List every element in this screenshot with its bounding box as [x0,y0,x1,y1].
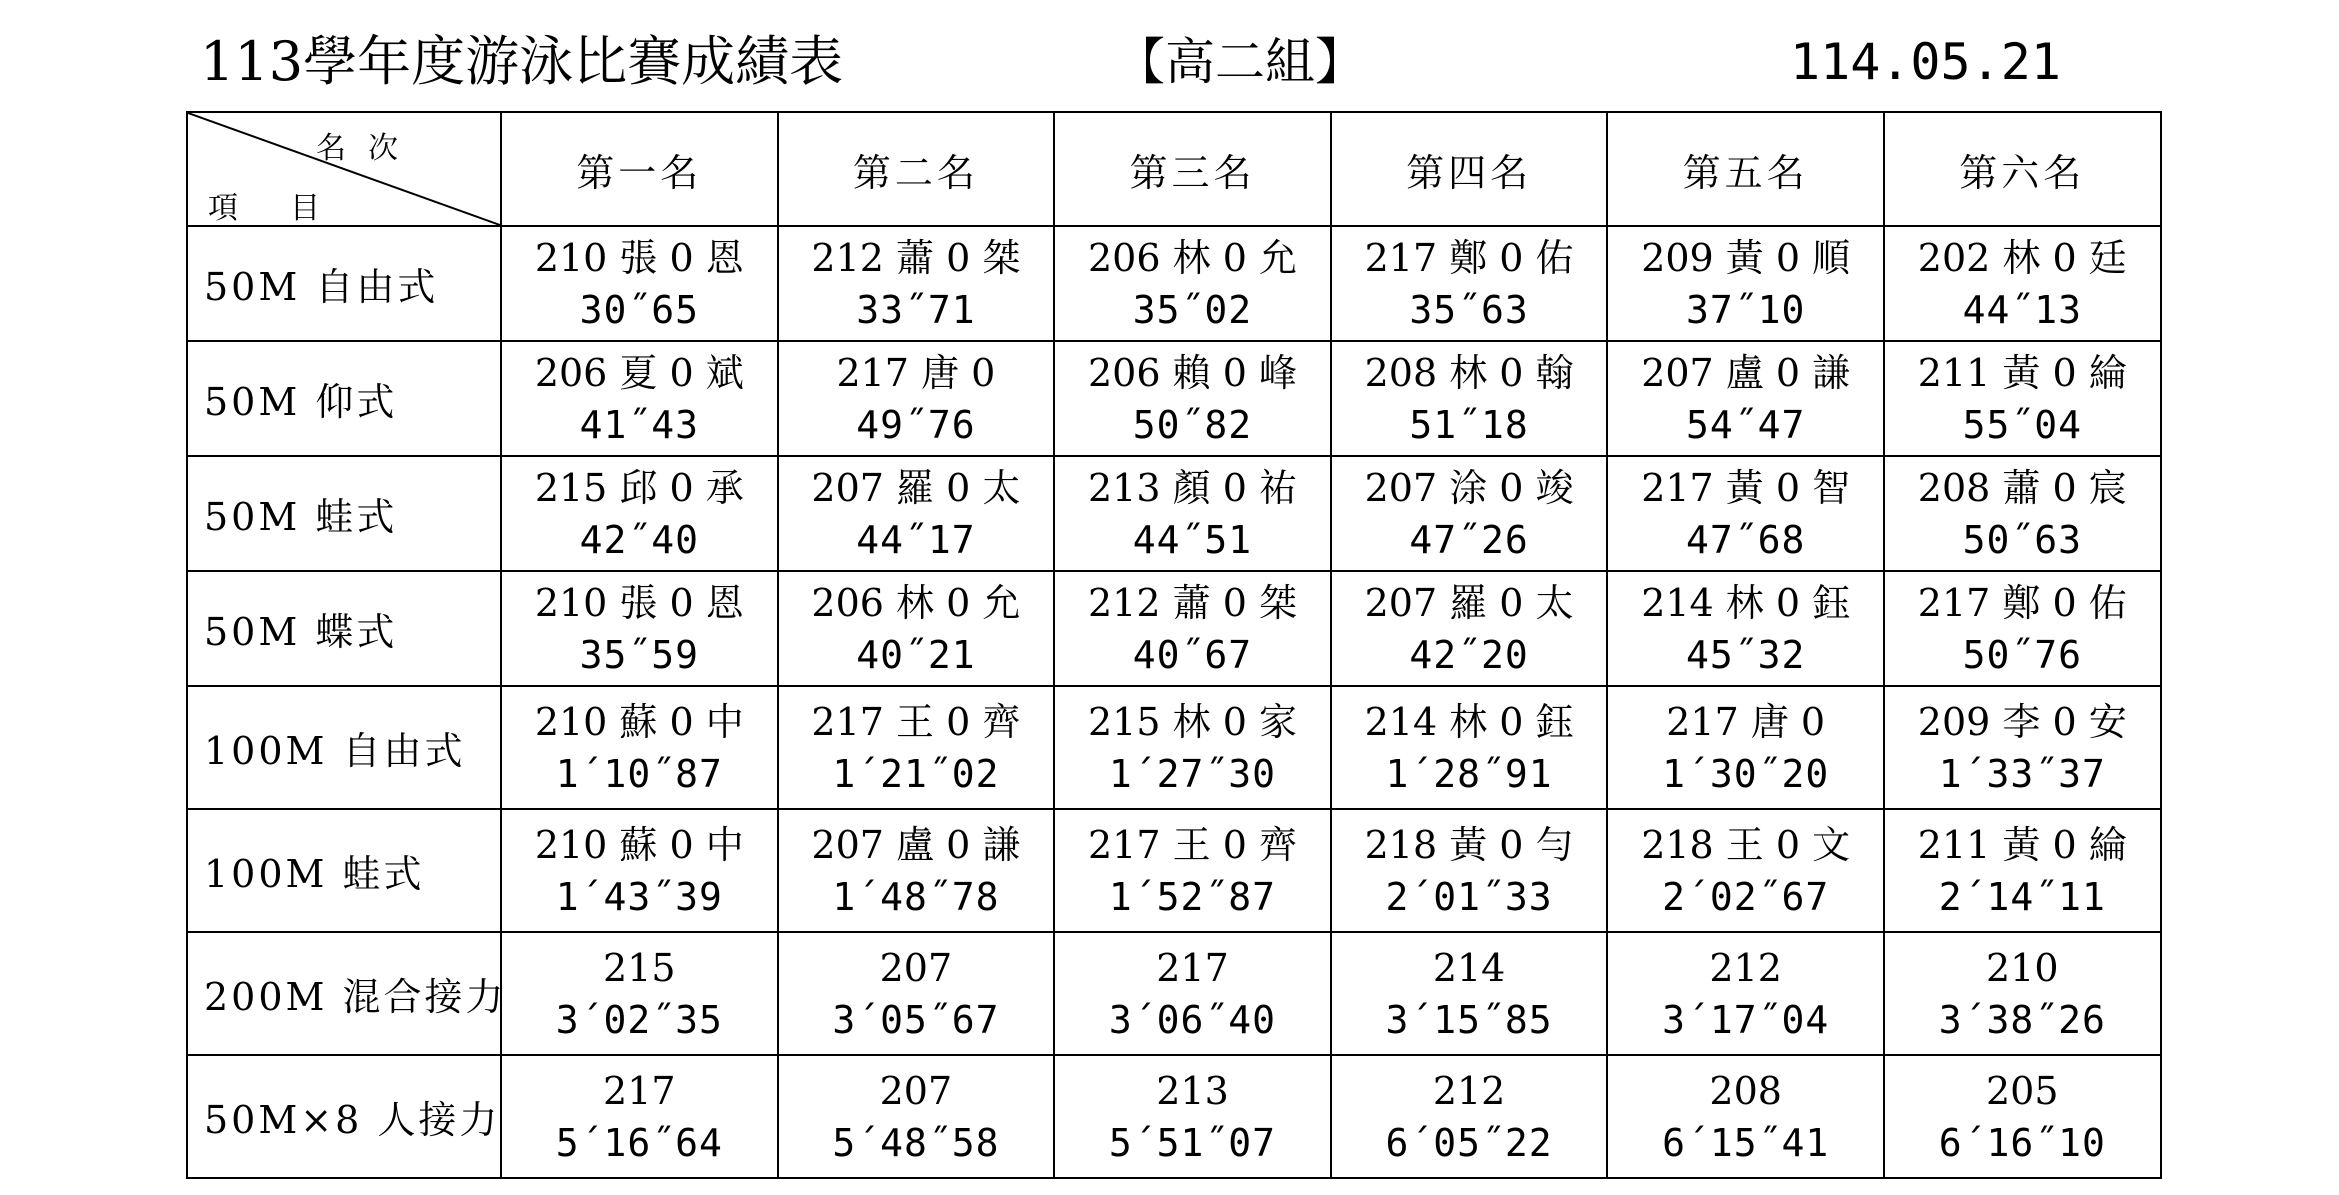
result-cell [778,571,1055,686]
entrant-label: 208 [1709,1068,1782,1113]
result-cell [1607,1055,1884,1178]
entrant-label: 212 蕭 0 桀 [811,235,1021,280]
result-cell [1331,932,1608,1055]
place-header: 第一名 [501,112,778,226]
result-row [187,809,2161,932]
result-cell [1331,1055,1608,1178]
result-time: 40˝67 [1132,632,1253,677]
result-time: 3΄38˝26 [1938,997,2106,1042]
entrant-label: 212 [1432,1068,1506,1113]
entrant-label: 207 盧 0 謙 [1641,350,1851,395]
entrant-label: 217 唐 0 [1666,699,1826,744]
result-time: 51˝18 [1409,402,1529,447]
result-cell [1607,809,1884,932]
place-header: 第三名 [1054,112,1331,226]
place-header: 第二名 [778,112,1055,226]
entrant-label: 210 [1986,945,2059,990]
result-time: 1΄21˝02 [832,751,1000,796]
result-time: 1΄33˝37 [1938,751,2106,796]
document-title: 113學年度游泳比賽成績表 [200,30,844,93]
result-cell [1054,341,1331,456]
result-row [187,686,2161,809]
result-cell [1054,226,1331,341]
result-cell [1884,809,2161,932]
entrant-label: 207 羅 0 太 [811,465,1021,510]
result-time: 42˝20 [1409,632,1529,677]
entrant-label: 214 林 0 鈺 [1364,699,1574,744]
result-row [187,932,2161,1055]
result-cell [778,456,1055,571]
result-time: 1΄27˝30 [1108,751,1277,796]
result-cell [1331,571,1608,686]
result-cell [501,341,778,456]
event-name-cell: 50M 自由式 [187,226,501,341]
result-time: 5΄48˝58 [832,1120,1000,1165]
result-cell [1884,932,2161,1055]
entrant-label: 217 [1156,945,1229,990]
result-cell [501,1055,778,1178]
result-time: 5΄51˝07 [1108,1120,1277,1165]
event-name-cell: 50M 蛙式 [187,456,501,571]
entrant-label: 207 [879,1068,953,1113]
result-time: 3΄17˝04 [1662,997,1830,1042]
entrant-label: 215 [603,945,676,990]
result-time: 41˝43 [579,402,699,447]
results-table [186,111,2162,1179]
place-header: 第四名 [1331,112,1608,226]
entrant-label: 206 賴 0 峰 [1088,350,1297,395]
entrant-label: 206 林 0 允 [811,580,1021,625]
result-cell [1607,341,1884,456]
result-time: 3΄15˝85 [1385,997,1553,1042]
result-cell [1607,686,1884,809]
result-row [187,571,2161,686]
result-cell [778,932,1055,1055]
result-time: 54˝47 [1685,402,1806,447]
result-cell [1054,456,1331,571]
entrant-label: 205 [1986,1068,2059,1113]
result-time: 47˝26 [1409,517,1529,562]
result-time: 6΄16˝10 [1938,1120,2106,1165]
result-time: 1΄48˝78 [832,874,1000,919]
corner-header-cell [187,112,501,226]
entrant-label: 207 羅 0 太 [1364,580,1574,625]
event-name-cell: 100M 自由式 [187,686,501,809]
result-cell [501,686,778,809]
entrant-label: 218 黃 0 勻 [1364,822,1574,867]
entrant-label: 217 唐 0 [836,350,996,395]
result-time: 2΄02˝67 [1662,874,1830,919]
result-row [187,456,2161,571]
result-time: 42˝40 [579,517,699,562]
place-header: 第六名 [1884,112,2161,226]
result-cell [1884,456,2161,571]
entrant-label: 210 張 0 恩 [534,580,744,625]
entrant-label: 210 蘇 0 中 [534,699,744,744]
result-time: 6΄15˝41 [1662,1120,1830,1165]
result-time: 55˝04 [1962,402,2082,447]
result-cell [1884,1055,2161,1178]
result-time: 50˝63 [1962,517,2082,562]
result-cell [1884,226,2161,341]
result-time: 50˝82 [1132,402,1253,447]
result-cell [1331,686,1608,809]
entrant-label: 202 林 0 廷 [1917,235,2127,280]
result-cell [1054,686,1331,809]
result-time: 5΄16˝64 [555,1120,723,1165]
event-name-cell: 50M×8 人接力 [187,1055,501,1178]
result-row [187,341,2161,456]
result-cell [1331,341,1608,456]
result-time: 47˝68 [1685,517,1806,562]
entrant-label: 206 林 0 允 [1088,235,1297,280]
entrant-label: 209 李 0 安 [1917,699,2127,744]
entrant-label: 217 王 0 齊 [811,699,1021,744]
result-time: 3΄02˝35 [555,997,723,1042]
entrant-label: 211 黃 0 綸 [1917,350,2127,395]
result-cell [1331,456,1608,571]
result-cell [1331,226,1608,341]
result-time: 3΄05˝67 [832,997,1000,1042]
result-time: 2΄01˝33 [1385,874,1553,919]
result-time: 37˝10 [1685,287,1806,332]
result-time: 35˝02 [1132,287,1253,332]
event-name-cell: 200M 混合接力 [187,932,501,1055]
result-time: 33˝71 [856,287,976,332]
entrant-label: 213 顏 0 祐 [1088,465,1297,510]
result-cell [501,809,778,932]
result-time: 1΄10˝87 [555,751,723,796]
result-cell [1331,809,1608,932]
header-row [187,112,2161,226]
document-header [0,20,2339,100]
result-cell [1884,571,2161,686]
entrant-label: 208 林 0 翰 [1364,350,1574,395]
entrant-label: 210 張 0 恩 [534,235,744,280]
entrant-label: 217 王 0 齊 [1088,822,1297,867]
result-cell [778,1055,1055,1178]
entrant-label: 217 [603,1068,676,1113]
entrant-label: 207 [879,945,953,990]
result-cell [1884,686,2161,809]
result-time: 1΄30˝20 [1662,751,1830,796]
entrant-label: 209 黃 0 順 [1641,235,1851,280]
document-date: 114.05.21 [1790,33,2061,91]
result-cell [1607,932,1884,1055]
result-time: 35˝63 [1409,287,1529,332]
entrant-label: 218 王 0 文 [1641,822,1851,867]
entrant-label: 217 黃 0 智 [1641,465,1851,510]
entrant-label: 211 黃 0 綸 [1917,822,2127,867]
result-time: 1΄28˝91 [1385,751,1553,796]
result-time: 40˝21 [856,632,976,677]
result-time: 44˝13 [1962,287,2082,332]
result-cell [501,226,778,341]
result-time: 1΄43˝39 [555,874,723,919]
corner-event-label: 項目 [208,191,372,226]
result-time: 50˝76 [1962,632,2082,677]
result-cell [1054,1055,1331,1178]
entrant-label: 214 [1432,945,1506,990]
entrant-label: 214 林 0 鈺 [1641,580,1851,625]
result-cell [778,809,1055,932]
entrant-label: 217 鄭 0 佑 [1917,580,2127,625]
result-cell [1884,341,2161,456]
result-time: 2΄14˝11 [1938,874,2106,919]
entrant-label: 212 [1709,945,1782,990]
result-cell [1054,932,1331,1055]
corner-rank-label: 名次 [316,131,420,166]
result-cell [1607,456,1884,571]
result-time: 49˝76 [856,402,976,447]
entrant-label: 215 邱 0 承 [534,465,744,510]
result-cell [1054,571,1331,686]
result-time: 44˝17 [856,517,976,562]
place-header: 第五名 [1607,112,1884,226]
result-cell [1607,571,1884,686]
entrant-label: 207 涂 0 竣 [1364,465,1574,510]
result-row [187,226,2161,341]
entrant-label: 212 蕭 0 桀 [1088,580,1297,625]
result-time: 30˝65 [579,287,699,332]
entrant-label: 215 林 0 家 [1088,699,1297,744]
result-cell [1607,226,1884,341]
result-time: 45˝32 [1685,632,1806,677]
result-cell [501,932,778,1055]
entrant-label: 210 蘇 0 中 [534,822,744,867]
entrant-label: 206 夏 0 斌 [534,350,744,395]
event-name-cell: 50M 蝶式 [187,571,501,686]
entrant-label: 217 鄭 0 佑 [1364,235,1574,280]
event-name-cell: 50M 仰式 [187,341,501,456]
result-cell [778,686,1055,809]
result-time: 6΄05˝22 [1385,1120,1553,1165]
entrant-label: 208 蕭 0 宸 [1917,465,2127,510]
result-cell [778,226,1055,341]
result-row [187,1055,2161,1178]
result-time: 3΄06˝40 [1108,997,1277,1042]
result-cell [501,571,778,686]
result-time: 1΄52˝87 [1108,874,1277,919]
result-cell [501,456,778,571]
entrant-label: 207 盧 0 謙 [811,822,1021,867]
result-cell [1054,809,1331,932]
result-time: 44˝51 [1132,517,1253,562]
event-name-cell: 100M 蛙式 [187,809,501,932]
entrant-label: 213 [1156,1068,1229,1113]
result-time: 35˝59 [579,632,699,677]
result-cell [778,341,1055,456]
group-label: 【高二組】 [1115,33,1365,91]
